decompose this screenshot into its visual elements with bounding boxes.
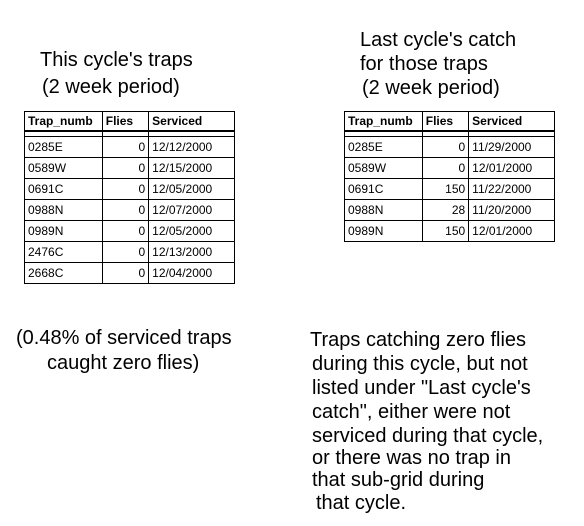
cell-flies: 150: [422, 221, 468, 242]
cell-trap: 0691C: [25, 179, 103, 200]
cell-serviced: 12/01/2000: [469, 158, 555, 179]
cell-flies: 0: [102, 179, 148, 200]
right-note-line7: that sub-grid during: [312, 469, 485, 491]
cell-serviced: 12/04/2000: [149, 263, 235, 284]
cell-serviced: 12/01/2000: [469, 221, 555, 242]
table-row[interactable]: [345, 200, 555, 221]
cell-serviced: 12/15/2000: [149, 158, 235, 179]
cell-serviced: 12/05/2000: [149, 179, 235, 200]
table-row[interactable]: [345, 137, 555, 158]
left-note-line2: caught zero flies): [47, 352, 200, 374]
right-note-line8: that cycle.: [316, 492, 407, 514]
right-note-line1: Traps catching zero flies: [310, 329, 527, 351]
this-cycle-table: [24, 111, 235, 284]
cell-flies: 0: [422, 137, 468, 158]
cell-serviced: 11/29/2000: [469, 137, 555, 158]
cell-trap: 0285E: [25, 137, 103, 158]
left-heading-line2: (2 week period): [42, 76, 180, 98]
table-row[interactable]: [25, 221, 235, 242]
cell-flies: 0: [102, 137, 148, 158]
cell-flies: 0: [422, 158, 468, 179]
cell-flies: 150: [422, 179, 468, 200]
cell-trap: 0988N: [345, 200, 423, 221]
cell-serviced: 12/13/2000: [149, 242, 235, 263]
col-trap-number[interactable]: Trap_numb: [345, 112, 423, 132]
right-note-line3: listed under "Last cycle's: [312, 377, 531, 399]
cell-trap: 0988N: [25, 200, 103, 221]
right-heading-line3: (2 week period): [362, 77, 500, 99]
cell-flies: 0: [102, 158, 148, 179]
cell-flies: 0: [102, 200, 148, 221]
col-serviced[interactable]: Serviced: [469, 112, 555, 132]
col-trap-number[interactable]: Trap_numb: [25, 112, 103, 132]
cell-serviced: 12/07/2000: [149, 200, 235, 221]
right-heading-line1: Last cycle's catch: [360, 29, 517, 51]
cell-trap: 2668C: [25, 263, 103, 284]
cell-trap: 0285E: [345, 137, 423, 158]
table-row[interactable]: [345, 221, 555, 242]
cell-serviced: 11/20/2000: [469, 200, 555, 221]
table-row[interactable]: [25, 158, 235, 179]
right-note-line5: serviced during that cycle,: [312, 425, 544, 447]
table-row[interactable]: [345, 179, 555, 200]
col-serviced[interactable]: Serviced: [149, 112, 235, 132]
cell-flies: 0: [102, 221, 148, 242]
cell-trap: 2476C: [25, 242, 103, 263]
cell-trap: 0989N: [25, 221, 103, 242]
table-row[interactable]: [25, 137, 235, 158]
table-row[interactable]: [345, 158, 555, 179]
table-row[interactable]: [25, 263, 235, 284]
cell-trap: 0589W: [25, 158, 103, 179]
table-row[interactable]: [25, 242, 235, 263]
right-note-line4: catch", either were not: [312, 401, 511, 423]
right-heading-line2: for those traps: [360, 53, 488, 75]
cell-flies: 28: [422, 200, 468, 221]
cell-serviced: 12/12/2000: [149, 137, 235, 158]
right-note-line2: during this cycle, but not: [312, 353, 528, 375]
table-row[interactable]: [25, 179, 235, 200]
cell-flies: 0: [102, 242, 148, 263]
cell-trap: 0989N: [345, 221, 423, 242]
cell-trap: 0691C: [345, 179, 423, 200]
table-row[interactable]: [25, 200, 235, 221]
col-flies[interactable]: Flies: [422, 112, 468, 132]
cell-serviced: 11/22/2000: [469, 179, 555, 200]
last-cycle-table: [344, 111, 555, 242]
left-heading-line1: This cycle's traps: [40, 49, 193, 71]
cell-trap: 0589W: [345, 158, 423, 179]
right-note-line6: or there was no trap in: [312, 447, 511, 469]
cell-flies: 0: [102, 263, 148, 284]
col-flies[interactable]: Flies: [102, 112, 148, 132]
left-note-line1: (0.48% of serviced traps: [16, 327, 232, 349]
cell-serviced: 12/05/2000: [149, 221, 235, 242]
